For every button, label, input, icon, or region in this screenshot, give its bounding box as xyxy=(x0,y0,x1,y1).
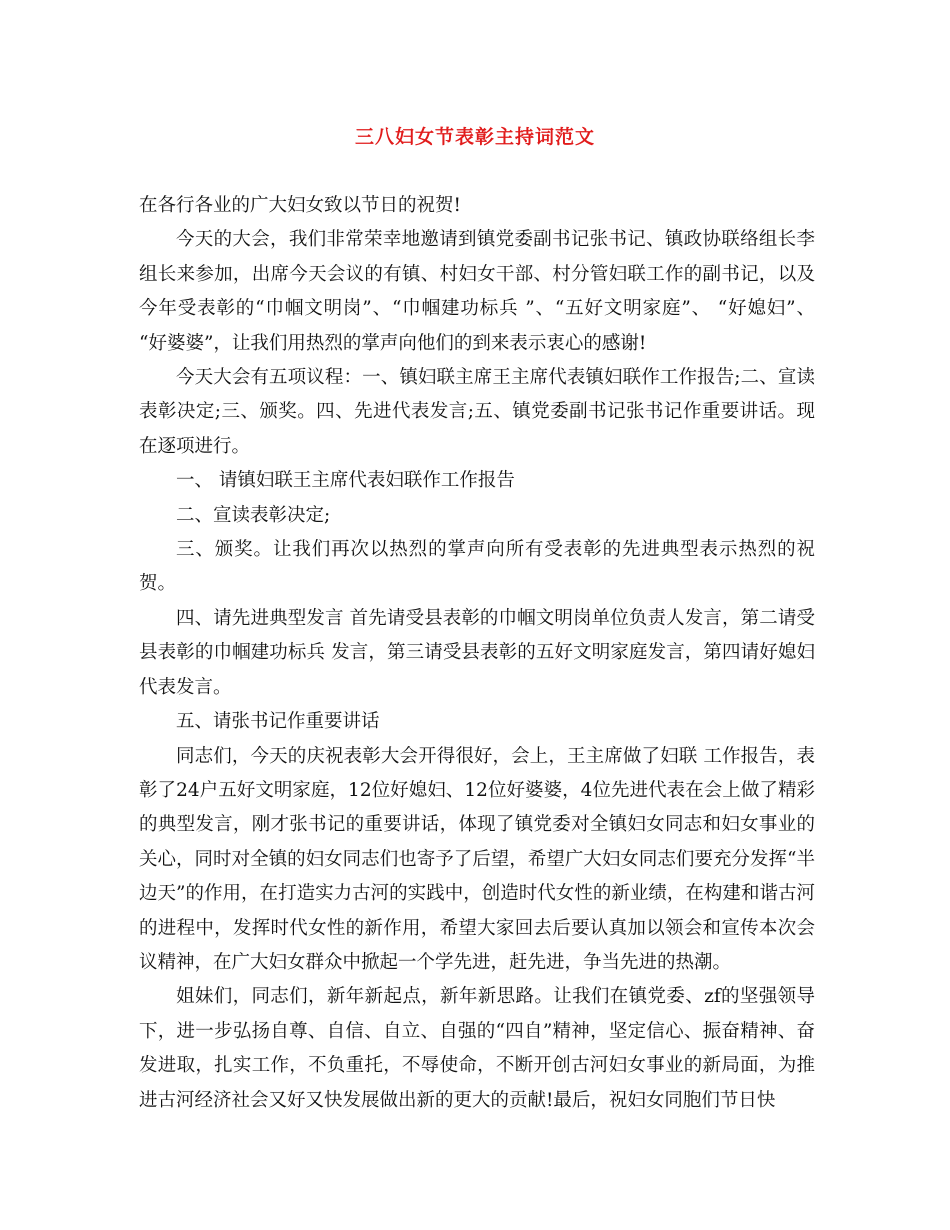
paragraph-4: 一、 请镇妇联王主席代表妇联作工作报告 xyxy=(176,470,515,492)
paragraph-6: 三、颁奖。让我们再次以热烈的掌声向所有受表彰的先进典型表示热烈的祝贺。 xyxy=(139,539,815,595)
paragraph-3: 今天大会有五项议程：一、镇妇联主席王主席代表镇妇联作工作报告;二、宣读表彰决定;三、颁奖。四、先进代表发言;五、镇党委副书记张书记作重要讲话。现在逐项进行。 xyxy=(139,367,815,457)
paragraph-7: 四、请先进典型发言 首先请受县表彰的巾帼文明岗单位负责人发言，第二请受县表彰的巾帼建功标兵 发言，第三请受县表彰的五好文明家庭发言，第四请好媳妇代表发言。 xyxy=(139,607,815,698)
paragraph-9: 同志们，今天的庆祝表彰大会开得很好，会上，王主席做了妇联 工作报告，表彰了24户五好文明家庭，12位好媳妇、12位好婆婆，4位先进代表在会上做了精彩的典型发言，刚才张书记的重要讲话，体现了镇党委对全镇妇女同志和妇女事业的关心，同时对全镇的妇女同志们也寄予了后望，希望广大妇女同志们要充分发挥“半边天”的作用，在打造实力古河的实践中，创造时代女性的新业绩，在构建和谐古河的进程中，发挥时代女性的新作用，希望大家回去后要认真加以领会和宣传本次会议精神，在广大妇女群众中掀起一个学先进，赶先进，争当先进的热潮。 xyxy=(139,745,815,973)
document-body xyxy=(139,189,815,1118)
paragraph-10: 姐妹们，同志们，新年新起点，新年新思路。让我们在镇党委、zf的坚强领导下，进一步弘扬自尊、自信、自立、自强的“四自”精神，坚定信心、振奋精神、奋发进取，扎实工作，不负重托，不辱使命，不断开创古河妇女事业的新局面，为推进古河经济社会又好又快发展做出新的更大的贡献!最后，祝妇女同胞们节日快 xyxy=(139,986,815,1111)
paragraph-5: 二、宣读表彰决定; xyxy=(176,504,331,526)
paragraph-2: 今天的大会，我们非常荣幸地邀请到镇党委副书记张书记、镇政协联络组长李组长来参加，出席今天会议的有镇、村妇女干部、村分管妇联工作的副书记，以及今年受表彰的“巾帼文明岗”、“巾帼建功标兵 ”、“五好文明家庭”、 “好媳妇”、 “好婆婆”，让我们用热烈的掌声向他们的到来表示衷心的感谢! xyxy=(139,229,815,354)
document-title: 三八妇女节表彰主持词范文 xyxy=(354,126,595,148)
paragraph-1: 在各行各业的广大妇女致以节日的祝贺! xyxy=(139,195,461,216)
paragraph-8: 五、请张书记作重要讲话 xyxy=(176,711,380,733)
